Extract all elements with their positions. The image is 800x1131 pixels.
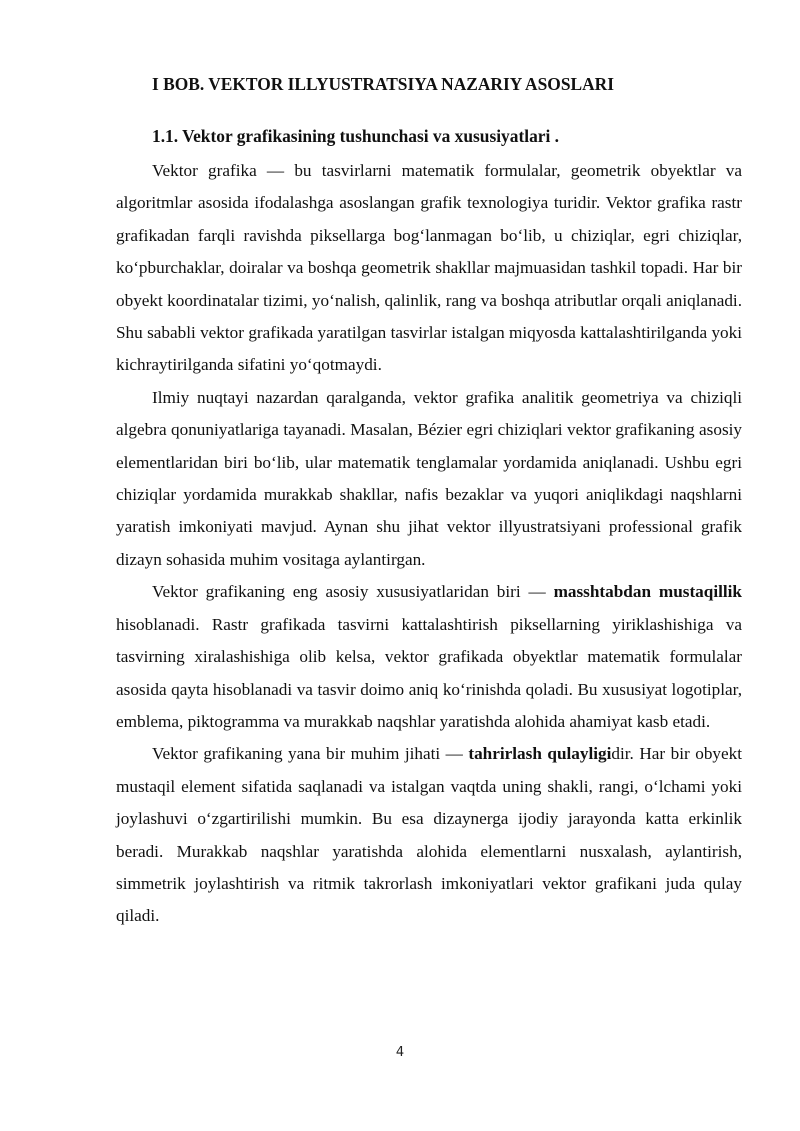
paragraph-definition: Vektor grafika — bu tasvirlarni matematik formulalar, geometrik obyektlar va algoritmlar asosida ifodalashga asoslangan grafik texnologiya turidir. Vektor grafika rastr grafikadan farqli ravishda piksellarga bog‘lanmagan bo‘lib, u chiziqlar, egri chiziqlar, ko‘pburchaklar, doiralar va boshqa geometrik shakllar majmuasidan tashkil topadi. Har bir obyekt koordinatalar tizimi, yo‘nalish, qalinlik, rang va boshqa atributlar orqali aniqlanadi. Shu sababli vektor grafikada yaratilgan tasvirlar istalgan miqyosda kattalashtirilganda yoki kichraytirilganda sifatini yo‘qotmaydi.	[116, 161, 742, 375]
paragraph-text: dir. Har bir obyekt mustaqil element sifatida saqlanadi va istalgan vaqtda uning shakli, rangi, o‘lchami yoki joylashuvi o‘zgartirilishi mumkin. Bu esa dizaynerga ijodiy jarayonda katta erkinlik beradi. Murakkab naqshlar yaratishda alohida elementlarni nusxalash, aylantirish, simmetrik joylashtirish va ritmik takrorlash imkoniyatlari vektor grafikani juda qulay qiladi.	[116, 744, 743, 926]
page-number: 4	[395, 1045, 405, 1060]
paragraph-scale-independence	[116, 576, 742, 738]
body-text	[116, 155, 742, 933]
paragraph-text: Vektor grafikaning yana bir muhim jihati —	[152, 744, 469, 764]
section-title: 1.1. Vektor grafikasining tushunchasi va xususiyatlari .	[152, 126, 560, 146]
chapter-title: I BOB. VEKTOR ILLYUSTRATSIYA NAZARIY ASOSLARI	[152, 74, 614, 94]
bold-term-editability: tahrirlash qulayligi	[468, 744, 612, 764]
paragraph-text: hisoblanadi. Rastr grafikada tasvirni kattalashtirish piksellarning yiriklashishiga va tasvirning xiralashishiga olib kelsa, vektor grafikada obyektlar matematik formulalar asosida qayta hisoblanadi va tasvir doimo aniq ko‘rinishda qoladi. Bu xususiyat logotiplar, emblema, piktogramma va murakkab naqshlar yaratishda alohida ahamiyat kasb etadi.	[116, 614, 742, 731]
paragraph-text: Vektor grafikaning eng asosiy xususiyatlaridan biri —	[152, 582, 554, 602]
paragraph-scientific-basis: Ilmiy nuqtayi nazardan qaralganda, vektor grafika analitik geometriya va chiziqli algebra qonuniyatlariga tayanadi. Masalan, Bézier egri chiziqlari vektor grafikaning asosiy elementlaridan biri bo‘lib, ular matematik tenglamalar yordamida aniqlanadi. Ushbu egri chiziqlar yordamida murakkab shakllar, nafis bezaklar va yuqori aniqlikdagi naqshlarni yaratish imkoniyati mavjud. Aynan shu jihat vektor illyustratsiyani professional grafik dizayn sohasida muhim vositaga aylantirgan.	[116, 387, 742, 569]
bold-term-scale-independence: masshtabdan mustaqillik	[553, 582, 742, 602]
paragraph-editability	[116, 738, 742, 932]
